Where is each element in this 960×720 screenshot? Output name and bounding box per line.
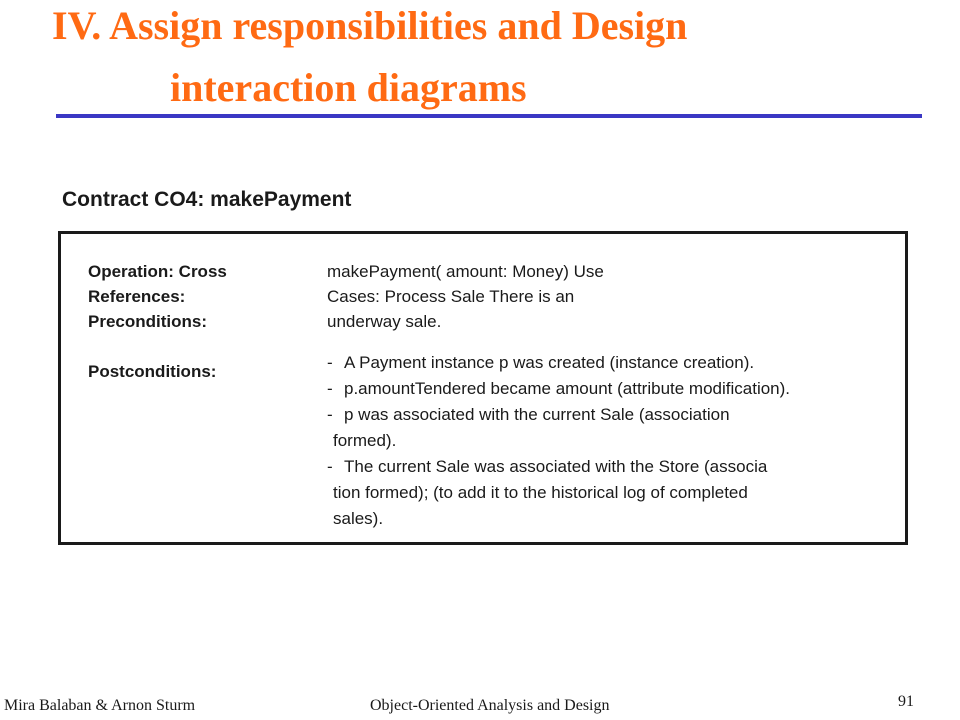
slide-title-line-2: interaction diagrams [170,65,527,110]
postcondition-text: p was associated with the current Sale (association [344,405,730,424]
postcondition-dash: - [327,353,333,372]
footer-course-title: Object-Oriented Analysis and Design [370,697,610,714]
operation-text-line-3: underway sale. [327,312,442,331]
footer-page-number: 91 [898,693,914,710]
label-preconditions: Preconditions: [88,312,208,331]
contract-heading: Contract CO4: makePayment [62,188,352,211]
title-underline-rule [56,114,922,118]
footer-authors: Mira Balaban & Arnon Sturm [4,697,196,714]
label-references: References: [88,287,186,306]
label-postconditions: Postconditions: [88,362,217,381]
postcondition-dash: - [327,457,333,476]
postcondition-text: p.amountTendered became amount (attribute modification). [344,379,791,398]
postcondition-text: A Payment instance p was created (instance creation). [344,353,755,372]
label-operation: Operation: Cross [88,262,227,281]
postcondition-dash: - [327,405,333,424]
postcondition-text-continued: sales). [333,509,384,528]
postcondition-dash: - [327,379,333,398]
slide-title-line-1: IV. Assign responsibilities and Design [52,3,688,48]
postcondition-text: The current Sale was associated with the Store (associa [344,457,768,476]
operation-text-line-2: Cases: Process Sale There is an [327,287,575,306]
postcondition-text-continued: formed). [333,431,397,450]
contract-box [58,231,908,545]
postcondition-text-continued: tion formed); (to add it to the historical log of completed [333,483,748,502]
operation-text-line-1: makePayment( amount: Money) Use [327,262,604,281]
